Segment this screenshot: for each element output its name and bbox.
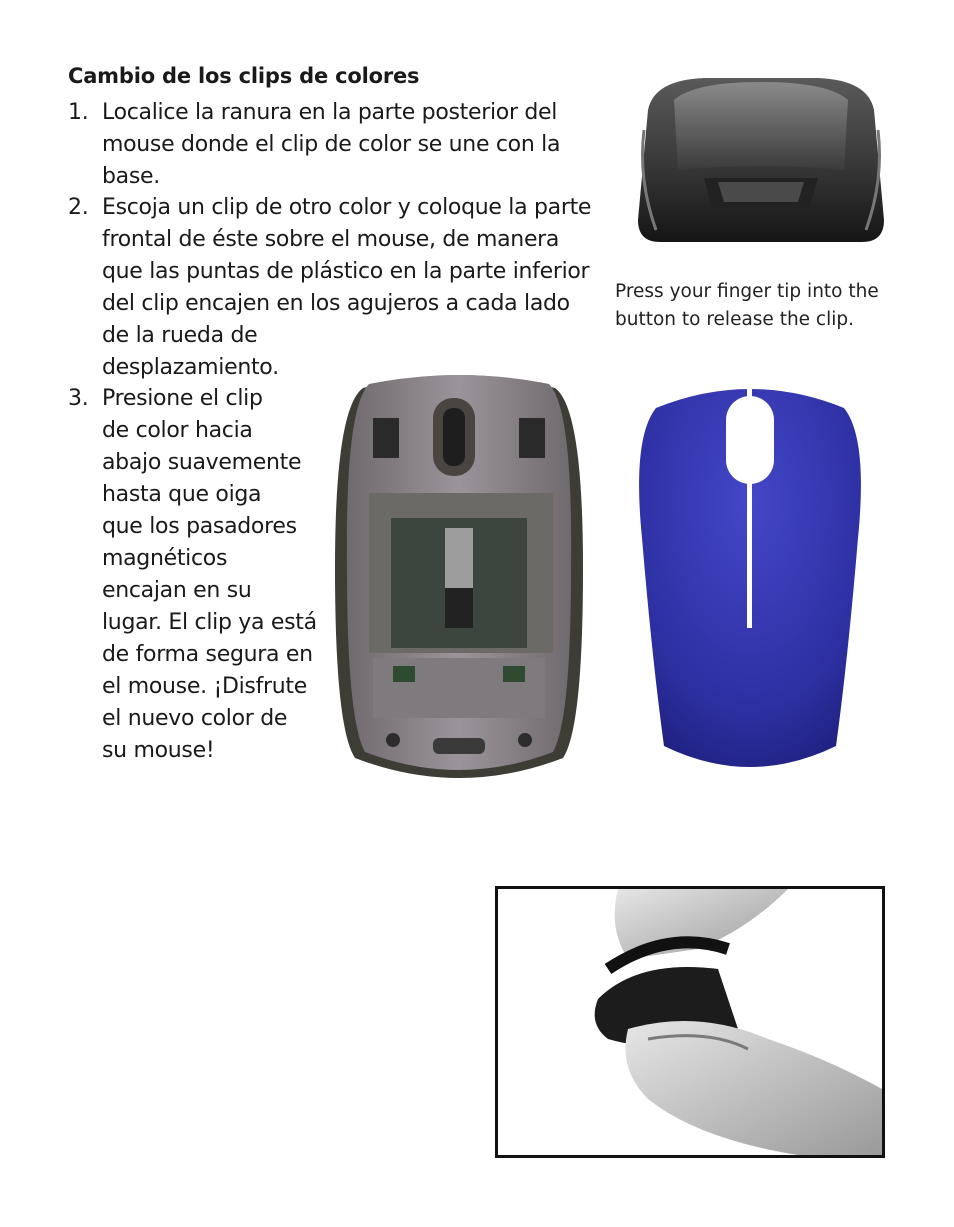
- mouse-base-photo: [333, 368, 585, 786]
- step-line: encajan en su: [102, 578, 252, 603]
- step-number: 3.: [68, 386, 89, 411]
- step-line: magnéticos: [102, 546, 228, 571]
- step-line: que los pasadores: [102, 514, 297, 539]
- step-line: hasta que oiga: [102, 482, 262, 507]
- step-line: base.: [102, 164, 160, 189]
- hands-photo-frame: [495, 886, 885, 1158]
- step-line: Localice la ranura en la parte posterior del: [102, 100, 558, 125]
- step-line: del clip encajen en los agujeros a cada lado: [102, 291, 570, 316]
- step-line: el nuevo color de: [102, 706, 288, 731]
- step-number: 2.: [68, 195, 89, 220]
- step-line: de color hacia: [102, 418, 253, 443]
- step-line: desplazamiento.: [102, 355, 279, 380]
- step-line: lugar. El clip ya está: [102, 610, 317, 635]
- hands-attaching-clip-photo: [498, 889, 882, 1155]
- step-line: Escoja un clip de otro color y coloque la parte: [102, 195, 592, 220]
- step-line: abajo suavemente: [102, 450, 302, 475]
- photo-caption: [615, 278, 905, 334]
- step-line: Presione el clip: [102, 386, 263, 411]
- caption-line: button to release the clip.: [615, 309, 855, 330]
- caption-line: Press your finger tip into the: [615, 281, 879, 302]
- heading: Cambio de los clips de colores: [68, 64, 420, 88]
- step-line: el mouse. ¡Disfrute: [102, 674, 307, 699]
- step-line: de la rueda de: [102, 323, 258, 348]
- step-line: mouse donde el clip de color se une con la: [102, 132, 561, 157]
- step-number: 1.: [68, 100, 89, 125]
- mouse-rear-photo: [634, 70, 888, 248]
- step-line: que las puntas de plástico en la parte inferior: [102, 259, 590, 284]
- step-line: su mouse!: [102, 738, 215, 763]
- blue-clip-photo: [636, 378, 864, 776]
- step-line: frontal de éste sobre el mouse, de manera: [102, 227, 560, 252]
- step-line: de forma segura en: [102, 642, 313, 667]
